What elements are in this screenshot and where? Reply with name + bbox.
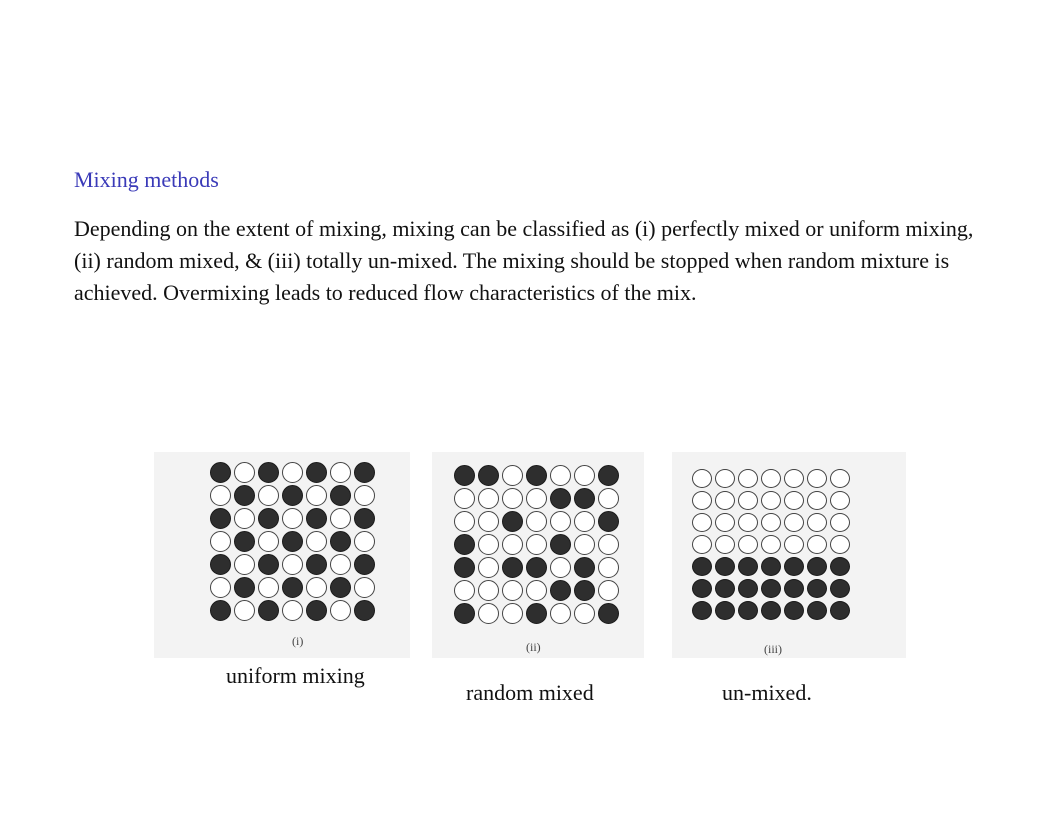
filled-particle bbox=[306, 508, 327, 529]
filled-particle bbox=[784, 579, 804, 598]
empty-particle bbox=[738, 469, 758, 488]
empty-particle bbox=[692, 535, 712, 554]
filled-particle bbox=[526, 603, 547, 624]
empty-particle bbox=[330, 600, 351, 621]
filled-particle bbox=[692, 579, 712, 598]
figure-label-i: (i) bbox=[292, 634, 304, 648]
filled-particle bbox=[550, 534, 571, 555]
empty-particle bbox=[454, 488, 475, 509]
empty-particle bbox=[330, 462, 351, 483]
empty-particle bbox=[715, 469, 735, 488]
empty-particle bbox=[715, 513, 735, 532]
filled-particle bbox=[761, 579, 781, 598]
empty-particle bbox=[574, 511, 595, 532]
filled-particle bbox=[574, 557, 595, 578]
figure-label-ii: (ii) bbox=[526, 640, 541, 654]
filled-particle bbox=[258, 554, 279, 575]
empty-particle bbox=[354, 485, 375, 506]
empty-particle bbox=[830, 469, 850, 488]
empty-particle bbox=[502, 603, 523, 624]
filled-particle bbox=[306, 554, 327, 575]
empty-particle bbox=[807, 513, 827, 532]
empty-particle bbox=[210, 485, 231, 506]
empty-particle bbox=[715, 535, 735, 554]
filled-particle bbox=[258, 462, 279, 483]
empty-particle bbox=[715, 491, 735, 510]
empty-particle bbox=[784, 513, 804, 532]
filled-particle bbox=[330, 577, 351, 598]
empty-particle bbox=[830, 535, 850, 554]
filled-particle bbox=[574, 580, 595, 601]
empty-particle bbox=[234, 554, 255, 575]
filled-particle bbox=[738, 579, 758, 598]
filled-particle bbox=[830, 557, 850, 576]
empty-particle bbox=[761, 513, 781, 532]
filled-particle bbox=[807, 579, 827, 598]
filled-particle bbox=[550, 488, 571, 509]
empty-particle bbox=[478, 511, 499, 532]
figure-un-mixed bbox=[672, 452, 906, 658]
empty-particle bbox=[306, 531, 327, 552]
filled-particle bbox=[715, 579, 735, 598]
empty-particle bbox=[598, 488, 619, 509]
empty-particle bbox=[478, 603, 499, 624]
empty-particle bbox=[598, 557, 619, 578]
empty-particle bbox=[282, 554, 303, 575]
filled-particle bbox=[210, 554, 231, 575]
figure-uniform-mixing bbox=[154, 452, 410, 658]
filled-particle bbox=[306, 462, 327, 483]
empty-particle bbox=[234, 508, 255, 529]
empty-particle bbox=[807, 469, 827, 488]
empty-particle bbox=[574, 465, 595, 486]
filled-particle bbox=[210, 508, 231, 529]
filled-particle bbox=[830, 601, 850, 620]
empty-particle bbox=[454, 580, 475, 601]
filled-particle bbox=[526, 557, 547, 578]
empty-particle bbox=[210, 531, 231, 552]
empty-particle bbox=[454, 511, 475, 532]
empty-particle bbox=[282, 508, 303, 529]
filled-particle bbox=[454, 465, 475, 486]
slide-body-text: Depending on the extent of mixing, mixing can be classified as (i) perfectly mixed or uniform mixing, (ii) random mixed, & (iii) totally un-mixed. The mixing should be stopped when random mixture is achieved. Overmixing leads to reduced flow characteristics of the mix. bbox=[74, 216, 974, 305]
filled-particle bbox=[282, 485, 303, 506]
empty-particle bbox=[258, 531, 279, 552]
empty-particle bbox=[306, 485, 327, 506]
caption-uniform-mixing: uniform mixing bbox=[226, 663, 365, 688]
filled-particle bbox=[598, 465, 619, 486]
filled-particle bbox=[598, 511, 619, 532]
empty-particle bbox=[550, 603, 571, 624]
caption-un-mixed: un-mixed. bbox=[722, 680, 812, 705]
empty-particle bbox=[234, 462, 255, 483]
particle-grid-random bbox=[454, 465, 619, 624]
empty-particle bbox=[830, 513, 850, 532]
empty-particle bbox=[526, 488, 547, 509]
empty-particle bbox=[598, 580, 619, 601]
particle-grid-uniform bbox=[210, 462, 375, 621]
empty-particle bbox=[574, 603, 595, 624]
filled-particle bbox=[574, 488, 595, 509]
filled-particle bbox=[830, 579, 850, 598]
filled-particle bbox=[761, 557, 781, 576]
empty-particle bbox=[526, 511, 547, 532]
empty-particle bbox=[692, 491, 712, 510]
empty-particle bbox=[738, 513, 758, 532]
filled-particle bbox=[784, 557, 804, 576]
empty-particle bbox=[692, 513, 712, 532]
empty-particle bbox=[807, 535, 827, 554]
empty-particle bbox=[738, 535, 758, 554]
filled-particle bbox=[807, 601, 827, 620]
empty-particle bbox=[761, 535, 781, 554]
filled-particle bbox=[598, 603, 619, 624]
filled-particle bbox=[550, 580, 571, 601]
filled-particle bbox=[354, 554, 375, 575]
filled-particle bbox=[738, 601, 758, 620]
filled-particle bbox=[234, 577, 255, 598]
figure-label-iii: (iii) bbox=[764, 642, 782, 656]
empty-particle bbox=[807, 491, 827, 510]
empty-particle bbox=[354, 577, 375, 598]
filled-particle bbox=[715, 557, 735, 576]
filled-particle bbox=[761, 601, 781, 620]
filled-particle bbox=[807, 557, 827, 576]
empty-particle bbox=[478, 557, 499, 578]
filled-particle bbox=[454, 557, 475, 578]
empty-particle bbox=[330, 554, 351, 575]
empty-particle bbox=[210, 577, 231, 598]
empty-particle bbox=[784, 491, 804, 510]
empty-particle bbox=[354, 531, 375, 552]
empty-particle bbox=[526, 580, 547, 601]
empty-particle bbox=[550, 465, 571, 486]
empty-particle bbox=[258, 485, 279, 506]
figure-random-mixed bbox=[432, 452, 644, 658]
empty-particle bbox=[784, 469, 804, 488]
filled-particle bbox=[715, 601, 735, 620]
filled-particle bbox=[502, 511, 523, 532]
empty-particle bbox=[282, 600, 303, 621]
empty-particle bbox=[692, 469, 712, 488]
filled-particle bbox=[354, 600, 375, 621]
filled-particle bbox=[784, 601, 804, 620]
filled-particle bbox=[692, 601, 712, 620]
filled-particle bbox=[454, 534, 475, 555]
caption-random-mixed: random mixed bbox=[466, 680, 594, 705]
empty-particle bbox=[478, 488, 499, 509]
filled-particle bbox=[478, 465, 499, 486]
empty-particle bbox=[738, 491, 758, 510]
empty-particle bbox=[478, 534, 499, 555]
filled-particle bbox=[330, 485, 351, 506]
empty-particle bbox=[330, 508, 351, 529]
empty-particle bbox=[502, 580, 523, 601]
empty-particle bbox=[306, 577, 327, 598]
filled-particle bbox=[502, 557, 523, 578]
empty-particle bbox=[784, 535, 804, 554]
empty-particle bbox=[761, 491, 781, 510]
filled-particle bbox=[354, 508, 375, 529]
empty-particle bbox=[478, 580, 499, 601]
empty-particle bbox=[258, 577, 279, 598]
filled-particle bbox=[692, 557, 712, 576]
empty-particle bbox=[234, 600, 255, 621]
empty-particle bbox=[502, 534, 523, 555]
filled-particle bbox=[738, 557, 758, 576]
filled-particle bbox=[454, 603, 475, 624]
filled-particle bbox=[306, 600, 327, 621]
filled-particle bbox=[258, 508, 279, 529]
filled-particle bbox=[234, 485, 255, 506]
particle-grid-unmixed bbox=[692, 469, 850, 620]
empty-particle bbox=[550, 557, 571, 578]
filled-particle bbox=[210, 462, 231, 483]
empty-particle bbox=[526, 534, 547, 555]
filled-particle bbox=[234, 531, 255, 552]
empty-particle bbox=[830, 491, 850, 510]
filled-particle bbox=[258, 600, 279, 621]
empty-particle bbox=[502, 488, 523, 509]
empty-particle bbox=[502, 465, 523, 486]
empty-particle bbox=[550, 511, 571, 532]
empty-particle bbox=[282, 462, 303, 483]
filled-particle bbox=[354, 462, 375, 483]
filled-particle bbox=[282, 531, 303, 552]
filled-particle bbox=[526, 465, 547, 486]
filled-particle bbox=[330, 531, 351, 552]
filled-particle bbox=[210, 600, 231, 621]
slide-title: Mixing methods bbox=[74, 167, 219, 192]
empty-particle bbox=[761, 469, 781, 488]
empty-particle bbox=[574, 534, 595, 555]
filled-particle bbox=[282, 577, 303, 598]
empty-particle bbox=[598, 534, 619, 555]
